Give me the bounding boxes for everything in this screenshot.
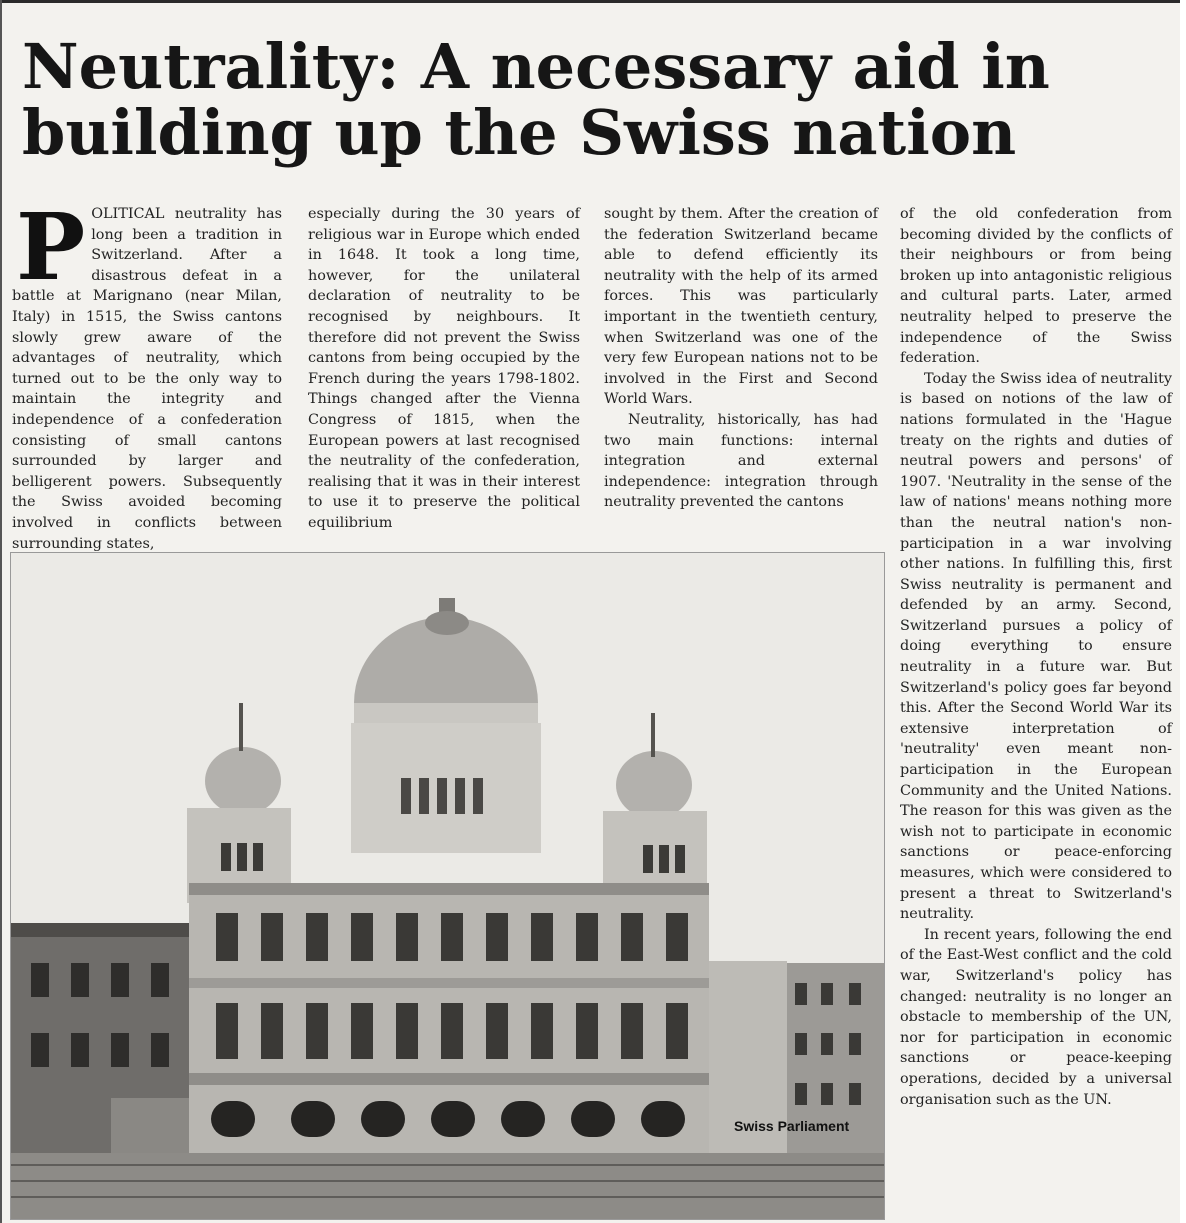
page-edge (1180, 0, 1186, 1223)
parliament-photo (10, 552, 885, 1220)
col4-paragraph-1: of the old confederation from becoming divided by the conflicts of their neighbours or from being broken up into antagonistic religious and cultural parts. Later, armed neutrality helped to preserve the independence of the Swiss federation. (900, 206, 1172, 367)
article-column-4 (900, 204, 1172, 1110)
col3-paragraph-2: Neutrality, historically, has had two main functions: internal integration and external independence: integration through neutrality prevented the cantons (604, 411, 878, 511)
top-rule (0, 0, 1186, 3)
headline-line-1: Neutrality: A necessary aid in (22, 30, 1050, 103)
col1-paragraph-1: OLITICAL neutrality has long been a tradition in Switzerland. After a disastrous defeat in a battle at Marignano (near Milan, Italy) in 1515, the Swiss cantons slowly grew aware of the advantages of neutrality, which turned out to be the only way to maintain the integrity and independence of a confederation consisting of small cantons surrounded by larger and belligerent powers. Subsequently the Swiss avoided becoming involved in conflicts between surrounding states, (12, 206, 282, 552)
drop-cap: P (16, 193, 86, 301)
article-column-3 (604, 204, 878, 513)
col4-paragraph-2: Today the Swiss idea of neutrality is based on notions of the law of nations formulated in the 'Hague treaty on the rights and duties of neutral powers and persons' of 1907. 'Neutrality in the sense of the law of nations' means nothing more than the neutral nation's non-participation in a war involving other nations. In fulfilling this, first Swiss neutrality is permanent and defended by an army. Second, Switzerland pursues a policy of doing everything to ensure neutrality in a future war. But Switzerland's policy goes far beyond this. After the Second World War its extensive interpretation of 'neutrality' even meant non-participation in the European Community and the United Nations. The reason for this was given as the wish not to participate in economic sanctions or peace-enforcing measures, which were considered to present a threat to Switzerland's neutrality. (900, 370, 1172, 923)
article-column-1 (12, 193, 282, 554)
headline (22, 30, 1172, 169)
col4-paragraph-3: In recent years, following the end of the East-West conflict and the cold war, Switzerland's policy has changed: neutrality is no longer an obstacle to membership of the UN, nor for participation in economic sanctions or peace-keeping operations, decided by a universal organisation such as the UN. (900, 926, 1172, 1108)
left-rule (0, 0, 2, 1223)
col3-paragraph-1: sought by them. After the creation of the federation Switzerland became able to defend efficiently its neutrality with the help of its armed forces. This was particularly important in the twentieth century, when Switzerland was one of the very few European nations not to be involved in the First and Second World Wars. (604, 206, 878, 408)
article-column-2 (308, 204, 580, 534)
photo-caption: Swiss Parliament (734, 1118, 850, 1134)
col2-paragraph-1: especially during the 30 years of religious war in Europe which ended in 1648. It took a long time, however, for the unilateral declaration of neutrality to be recognised by neighbours. It therefore did not prevent the Swiss cantons from being occupied by the French during the years 1798-1802. Things changed after the Vienna Congress of 1815, when the European powers at last recognised the neutrality of the confederation, realising that it was in their interest to use it to preserve the political equilibrium (308, 206, 580, 531)
headline-line-2: building up the Swiss nation (22, 96, 1017, 169)
